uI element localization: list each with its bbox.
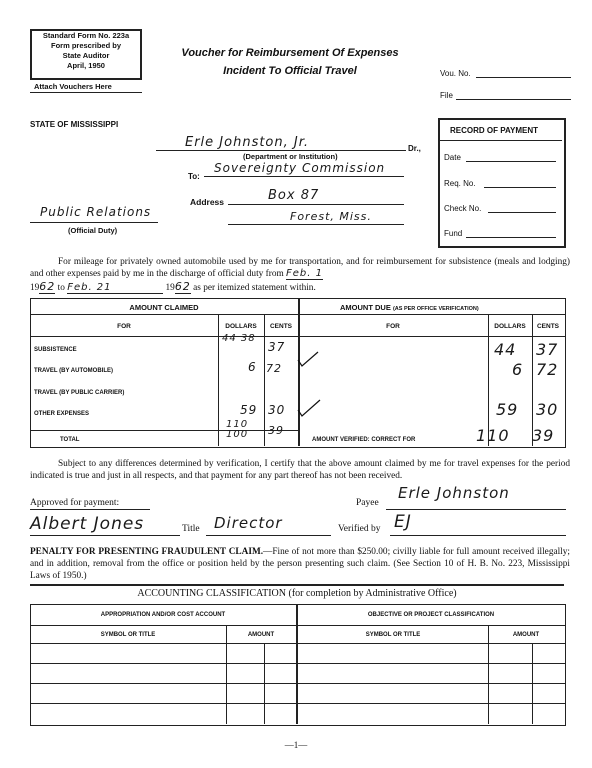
mileage-text: For mileage for privately owned automobile used by me for transportation, and for reimbursement for subsistence (meals and lodging) and other expenses paid by me in the discharge of official duty from <box>30 257 570 279</box>
page-number: —1— <box>284 740 308 750</box>
mileage-paragraph <box>30 256 570 280</box>
record-fund-label: Fund <box>444 229 463 238</box>
row-subsistence-dollars: 44 38 <box>222 333 256 344</box>
accounting-title-text: ACCOUNTING CLASSIFICATION <box>137 588 286 599</box>
objective-head: OBJECTIVE OR PROJECT CLASSIFICATION <box>367 612 495 618</box>
attach-underline <box>30 92 142 93</box>
checkmark-icon <box>298 352 318 366</box>
for-head-right: FOR <box>386 323 400 330</box>
approver-signature: Albert Jones <box>30 514 145 534</box>
certification-paragraph: Subject to any differences determined by verification, I certify that the above amount claimed by me for travel expenses for the period indicated is true and just in all respects, and that payment for any part thereof has not been received. <box>30 459 570 481</box>
for-head-left: FOR <box>117 323 131 330</box>
itemized-text: as per itemized statement within. <box>193 283 316 293</box>
approved-label: Approved for payment: <box>30 498 120 508</box>
year-from: 62 <box>39 280 56 293</box>
amount-due-label: AMOUNT DUE <box>340 303 391 312</box>
attach-vouchers: Attach Vouchers Here <box>34 82 112 91</box>
address-label: Address <box>190 197 225 207</box>
payee-signature: Erle Johnston <box>398 484 510 502</box>
approver-sign-line <box>30 535 180 536</box>
voucher-number-field[interactable] <box>476 77 571 78</box>
amount-due-head <box>340 303 479 312</box>
row-travel-auto-dollars: 6 <box>248 360 257 374</box>
row-total-cents: 39 <box>268 424 284 437</box>
accounting-table <box>30 604 566 726</box>
official-duty-caption: (Official Duty) <box>68 226 118 235</box>
acct-col-1 <box>226 625 227 724</box>
year-prefix-1: 19 <box>30 283 40 293</box>
record-date-field[interactable] <box>466 161 556 162</box>
penalty-heading: PENALTY FOR PRESENTING FRAUDULENT CLAIM. <box>30 547 264 557</box>
symbol-head-right: SYMBOL OR TITLE <box>365 632 421 638</box>
row-total-due-dollars: 110 <box>476 426 510 445</box>
appropriation-head: APPROPRIATION AND/OR COST ACCOUNT <box>100 612 226 618</box>
form-number: Standard Form No. 223a <box>42 31 130 40</box>
payee-sign-line <box>386 509 566 510</box>
form-auditor: State Auditor <box>62 51 110 60</box>
amount-head-left: AMOUNT <box>247 632 275 638</box>
approved-line <box>30 509 150 510</box>
address-line-1: Box 87 <box>268 188 320 203</box>
row-subsistence-due-cents: 37 <box>536 340 559 359</box>
accounting-note: (for completion by Administrative Office) <box>288 588 457 599</box>
row-total-dollars: 110 100 <box>226 419 249 440</box>
amount-verified-label: AMOUNT VERIFIED: CORRECT FOR <box>312 437 416 443</box>
record-check-label: Check No. <box>444 204 482 213</box>
acct-row-1 <box>30 663 566 664</box>
row-subsistence-cents: 37 <box>268 340 286 354</box>
title-line-1: Voucher for Reimbursement Of Expenses <box>181 47 399 59</box>
claimed-dollars-col <box>218 314 219 446</box>
verified-by-label: Verified by <box>338 524 381 534</box>
dr-label: Dr., <box>408 144 421 153</box>
dollars-head-left: DOLLARS <box>225 323 257 330</box>
address-line-2: Forest, Miss. <box>290 210 372 223</box>
row-travel-public-label: TRAVEL (BY PUBLIC CARRIER) <box>34 390 125 396</box>
row-subsistence-due-dollars: 44 <box>494 340 517 359</box>
period-line <box>30 280 316 294</box>
department-line <box>204 176 404 177</box>
row-travel-auto-due-cents: 72 <box>536 360 559 379</box>
accounting-center-divider <box>296 604 298 724</box>
payee-name: Erle Johnston, Jr. <box>185 135 310 150</box>
accounting-title <box>30 588 564 599</box>
title-label: Title <box>182 524 200 534</box>
penalty-notice <box>30 546 570 582</box>
row-travel-auto-label: TRAVEL (BY AUTOMOBILE) <box>34 368 114 374</box>
from-date: Feb. 1 <box>286 268 324 279</box>
table-header-rule <box>30 314 566 315</box>
row-subsistence-label: SUBSISTENCE <box>34 347 77 353</box>
row-travel-auto-due-dollars: 6 <box>512 360 524 379</box>
official-duty-value: Public Relations <box>40 205 152 219</box>
file-label: File <box>440 91 453 100</box>
title-line <box>206 535 331 536</box>
row-other-cents: 30 <box>268 403 286 417</box>
address-line-2-rule <box>228 224 404 225</box>
record-title-rule <box>440 140 562 141</box>
official-duty-line <box>30 222 158 223</box>
amount-due-note: (AS PER OFFICE VERIFICATION) <box>392 306 479 312</box>
verifier-signature: EJ <box>394 512 412 532</box>
acct-row-2 <box>30 683 566 684</box>
accounting-sub-rule <box>30 625 566 626</box>
accounting-head-rule <box>30 643 566 644</box>
form-box-text <box>30 31 142 71</box>
to-word: to <box>57 283 65 293</box>
checkmark-icon <box>298 400 320 416</box>
verified-by-line <box>390 535 566 536</box>
year-to: 62 <box>174 280 191 293</box>
cents-head-left: CENTS <box>269 323 293 330</box>
accounting-top-rule <box>30 584 564 586</box>
row-other-due-cents: 30 <box>536 400 559 419</box>
record-fund-field[interactable] <box>466 237 556 238</box>
form-prescribed: Form prescribed by <box>50 41 122 50</box>
payee-name-line <box>156 150 406 151</box>
row-other-due-dollars: 59 <box>496 400 519 419</box>
to-date: Feb. 21 <box>67 282 163 294</box>
record-req-label: Req. No. <box>444 179 476 188</box>
year-prefix-2: 19 <box>165 283 175 293</box>
record-date-label: Date <box>444 153 461 162</box>
row-total-due-cents: 39 <box>532 426 555 445</box>
dollars-head-right: DOLLARS <box>494 323 526 330</box>
acct-row-3 <box>30 703 566 704</box>
form-title <box>160 44 420 80</box>
record-req-field[interactable] <box>484 187 556 188</box>
voucher-number-label: Vou. No. <box>440 69 471 78</box>
department-value: Sovereignty Commission <box>214 161 386 175</box>
penalty-text: —Fine of not more than $250.00; civilly liable for full amount received illegally; and in addition, removal from the office or position held by the person presenting such claim. (See Section 10 of H. B. No. 223, Mississippi Laws of 1950.) <box>30 547 570 581</box>
row-total-label: TOTAL <box>60 437 80 443</box>
acct-col-3 <box>488 625 489 724</box>
amount-claimed-head: AMOUNT CLAIMED <box>129 303 199 312</box>
form-date: April, 1950 <box>67 61 105 70</box>
to-label: To: <box>188 172 200 181</box>
dept-caption: (Department or Institution) <box>243 152 338 161</box>
file-field[interactable] <box>456 99 571 100</box>
title-line-2: Incident To Official Travel <box>223 65 357 77</box>
state-label: STATE OF MISSISSIPPI <box>30 120 119 129</box>
symbol-head-left: SYMBOL OR TITLE <box>100 632 156 638</box>
record-check-field[interactable] <box>488 212 556 213</box>
approver-title: Director <box>214 514 283 532</box>
amount-head-right: AMOUNT <box>512 632 540 638</box>
row-travel-auto-cents: 72 <box>266 362 282 375</box>
verification-checkmarks <box>280 330 330 440</box>
payee-label: Payee <box>356 498 379 508</box>
row-other-dollars: 59 <box>240 403 258 417</box>
record-title: RECORD OF PAYMENT <box>450 126 539 135</box>
address-line-1-rule <box>228 204 404 205</box>
cents-head-right: CENTS <box>536 323 560 330</box>
row-other-label: OTHER EXPENSES <box>34 411 90 417</box>
